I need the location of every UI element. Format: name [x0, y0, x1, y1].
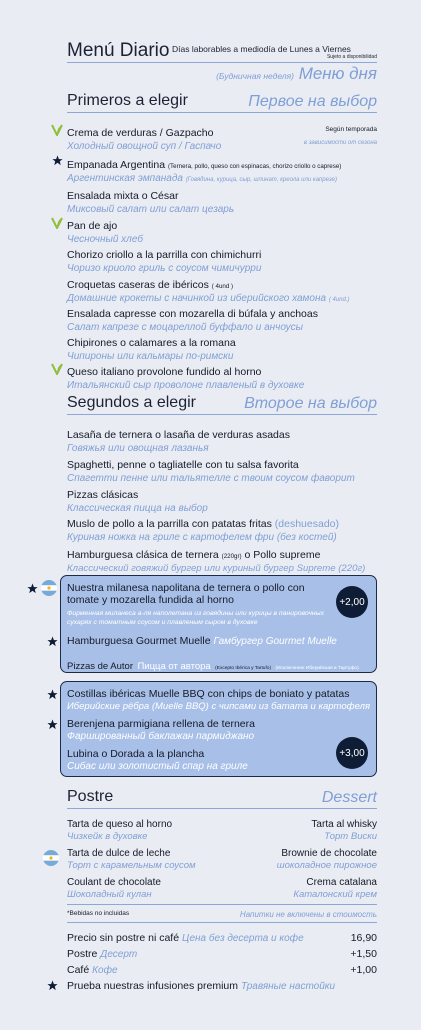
item-note-ru: в зависимости от сезона — [303, 140, 377, 146]
item-name-ru — [67, 293, 377, 304]
dessert-item-ru: Торт с карамельным соусом — [67, 860, 196, 871]
section-title-ru: Второе на выбор — [244, 395, 377, 412]
divider — [67, 922, 377, 923]
item-name-text: Hamburguesa clásica de ternera — [67, 549, 219, 561]
box-item: Nuestra milanesa napolitana de ternera o pollo con tomate y mozarella fundida al horno — [67, 582, 305, 606]
item-note: Según temporada — [325, 126, 377, 133]
dessert-item-ru: Каталонский крем — [293, 889, 377, 900]
menu-title-ru — [216, 64, 377, 84]
dessert-item-ru: Торт Виски — [324, 831, 377, 842]
item-detail: (220gr) — [221, 553, 242, 560]
item-name-ru-text: Аргентинская эмпанада — [67, 173, 183, 184]
item-name-ru: Салат капрезе с моцареллой буффало и анчоусы — [67, 322, 303, 333]
menu-item — [67, 514, 377, 543]
price-badge: +3,00 — [336, 737, 368, 769]
premium-box — [60, 681, 377, 777]
star-icon — [52, 155, 63, 166]
dessert-item: Brownie de chocolate — [281, 848, 377, 859]
item-name-text-after: o Pollo supreme — [244, 549, 321, 561]
vegetarian-leaf-icon — [51, 363, 63, 375]
item-name-ru: Чипироны или кальмары по-римски — [67, 351, 234, 362]
item-name-ru: Классический говяжий бургер или куриный бургер Supreme (220г) — [67, 563, 366, 574]
box-item-ru: Иберийские рёбра (Muelle BBQ) с чипсами из батата и картофеля — [67, 701, 371, 712]
section-segundos — [67, 394, 377, 412]
item-name-ru: Куриная ножка на гриле с картофелем фри (без костей) — [67, 532, 337, 543]
dessert-item-ru: Чизкейк в духовке — [67, 831, 148, 842]
item-name-ru: Спагетти пенне или тальятелле с твоим соусом фаворит — [67, 473, 355, 484]
price-label-ru: Цена без десерта и кофе — [181, 933, 304, 944]
item-name-text: Muslo de pollo a la parrilla con patatas fritas — [67, 518, 272, 530]
menu-item — [67, 333, 377, 362]
item-name-ru — [67, 173, 377, 184]
argentina-flag-icon — [43, 850, 59, 871]
star-icon — [27, 583, 38, 594]
menu-item — [67, 186, 377, 215]
price-label: Café — [67, 964, 90, 976]
item-name-ru: Чесночный хлеб — [67, 234, 144, 245]
box-item-ru: Гамбургер Gourmet Muelle — [213, 636, 337, 647]
item-name — [67, 159, 341, 171]
item-detail: (deshuesado) — [274, 518, 339, 530]
divider — [67, 112, 377, 113]
price-label: Postre — [67, 948, 98, 960]
item-name — [67, 279, 233, 291]
drinks-note: *Bebidas no incluidas — [67, 910, 130, 917]
menu-item — [67, 275, 377, 304]
divider — [67, 414, 377, 415]
item-name-text: Empanada Argentina — [67, 159, 166, 171]
item-name: Chorizo criollo a la parrilla con chimichurri — [67, 249, 262, 261]
menu-item — [67, 545, 377, 574]
dessert-item: Tarta de queso al horno — [67, 819, 173, 830]
section-title: Postre — [67, 788, 114, 805]
dessert-item: Tarta al whisky — [311, 819, 377, 830]
menu-availability: Sujeto a disponibilidad — [326, 54, 377, 60]
item-name: Spaghetti, penne o tagliatelle con tu salsa favorita — [67, 459, 299, 471]
divider — [67, 808, 377, 809]
divider — [67, 62, 377, 63]
item-name-ru: Холодный овощной суп / Гаспачо — [67, 141, 222, 152]
vegetarian-leaf-icon — [51, 124, 63, 136]
item-name: Ensalada capresse con mozarella di búfala y anchoas — [67, 308, 318, 320]
section-title-ru: Первое на выбор — [248, 93, 377, 110]
dessert-item-ru: Шоколадный кулан — [67, 889, 152, 900]
item-name: Lasaña de ternera o lasaña de verduras asadas — [67, 429, 290, 441]
item-detail: ( 4und ) — [211, 283, 234, 290]
item-name-ru-text: Домашние крокеты с начинкой из иберийского хамона — [67, 293, 327, 304]
box-item — [67, 656, 359, 674]
price-row — [67, 948, 377, 960]
item-detail-ru: ( 4und.) — [328, 297, 350, 303]
box-item: Berenjena parmigiana rellena de ternera — [67, 718, 255, 730]
dessert-item: Crema catalana — [306, 877, 377, 888]
item-name-ru: Миксовый салат или салат цезарь — [67, 204, 235, 215]
drinks-note-ru: Напитки не включены в стоимость — [239, 910, 377, 919]
price-value: 16,90 — [350, 932, 377, 944]
menu-item — [67, 123, 377, 152]
premium-box — [60, 575, 377, 673]
section-postre — [67, 788, 377, 806]
box-item-text: Pizzas de Autor — [67, 661, 134, 672]
item-name-text: Croquetas caseras de ibéricos — [67, 279, 209, 291]
item-name-ru: Чоризо криоло гриль с соусом чимичурри — [67, 263, 262, 274]
argentina-flag-icon — [41, 580, 57, 601]
divider — [67, 904, 377, 905]
box-item-text: Hamburguesa Gourmet Muelle — [67, 635, 211, 647]
item-name: Ensalada mixta o César — [67, 190, 179, 202]
dessert-item-ru: шоколадное пирожное — [276, 860, 377, 871]
item-name — [67, 549, 320, 561]
box-item-ru: Фаршированный баклажан пармиджано — [67, 731, 255, 742]
price-label: Precio sin postre ni café — [67, 932, 180, 944]
price-value: +1,50 — [350, 948, 377, 960]
box-item: Lubina o Dorada a la plancha — [67, 748, 205, 760]
section-title: Primeros a elegir — [67, 92, 188, 109]
box-item — [67, 635, 337, 647]
price-label: Prueba nuestras infusiones premium — [67, 980, 239, 992]
menu-title: Menú Diario — [67, 40, 170, 61]
item-name: Pan de ajo — [67, 220, 118, 232]
price-label-ru: Кофе — [92, 965, 118, 976]
price-label-ru: Травяные настойки — [240, 981, 336, 992]
box-item-detail: (Excepto Ibérica y Tartufo) — [215, 666, 272, 671]
menu-item — [67, 485, 377, 514]
menu-item — [67, 362, 377, 391]
item-name: Chipirones o calamares a la romana — [67, 337, 236, 349]
price-row — [67, 964, 377, 976]
star-icon — [47, 719, 58, 730]
price-badge: +2,00 — [336, 586, 368, 618]
vegetarian-leaf-icon — [51, 217, 63, 229]
menu-item — [67, 216, 377, 245]
box-item: Costillas ibéricas Muelle BBQ con chips de boniato y patatas — [67, 688, 350, 700]
box-item-ru: Сибас или золотистый спар на гриле — [67, 761, 248, 772]
menu-week-ru: (Будничная неделя) — [216, 71, 294, 81]
item-name: Crema de verduras / Gazpacho — [67, 127, 214, 139]
dessert-item: Coulant de chocolate — [67, 877, 161, 888]
price-row — [67, 980, 377, 992]
star-icon — [47, 980, 58, 991]
menu-item — [67, 245, 377, 274]
box-item-ru: Фирменная миланеса а-ля наполетана из говядины или курицы в панировочных сухарях с томатным соусом и плавленым сыром в духовке — [67, 610, 325, 626]
item-name-ru: Классическая пицца на выбор — [67, 503, 208, 514]
price-value: +1,00 — [350, 964, 377, 976]
box-item-detail-ru: (Исключение Иберийская и Тартуфо) — [275, 666, 359, 671]
section-primeros — [67, 92, 377, 110]
section-title: Segundos a elegir — [67, 394, 196, 411]
dessert-item: Tarta de dulce de leche — [67, 848, 171, 859]
item-name: Queso italiano provolone fundido al horno — [67, 366, 262, 378]
menu-item — [67, 304, 377, 333]
menu-title-ru-text: Меню дня — [298, 64, 377, 83]
item-detail: (Ternera, pollo, queso con espinacas, chorizo criollo o caprese) — [168, 163, 342, 170]
star-icon — [47, 689, 58, 700]
item-name — [67, 518, 339, 530]
section-title-en: Dessert — [321, 789, 377, 806]
item-detail-ru: (Говядина, курица, сыр, шпинат, креола или капрезе) — [185, 177, 337, 183]
item-name: Pizzas clásicas — [67, 489, 139, 501]
price-row — [67, 932, 377, 944]
price-label-ru: Десерт — [100, 949, 138, 960]
menu-days: Días laborables a mediodía de Lunes a Viernes — [172, 44, 351, 54]
box-item-ru: Пицца от автора — [137, 661, 211, 672]
menu-item — [67, 425, 377, 454]
item-name-ru: Говяжья или овощная лазанья — [67, 443, 209, 454]
menu-item — [67, 455, 377, 484]
star-icon — [47, 636, 58, 647]
menu-item — [67, 155, 377, 184]
item-name-ru: Итальянский сыр проволоне плавленый в духовке — [67, 380, 305, 391]
